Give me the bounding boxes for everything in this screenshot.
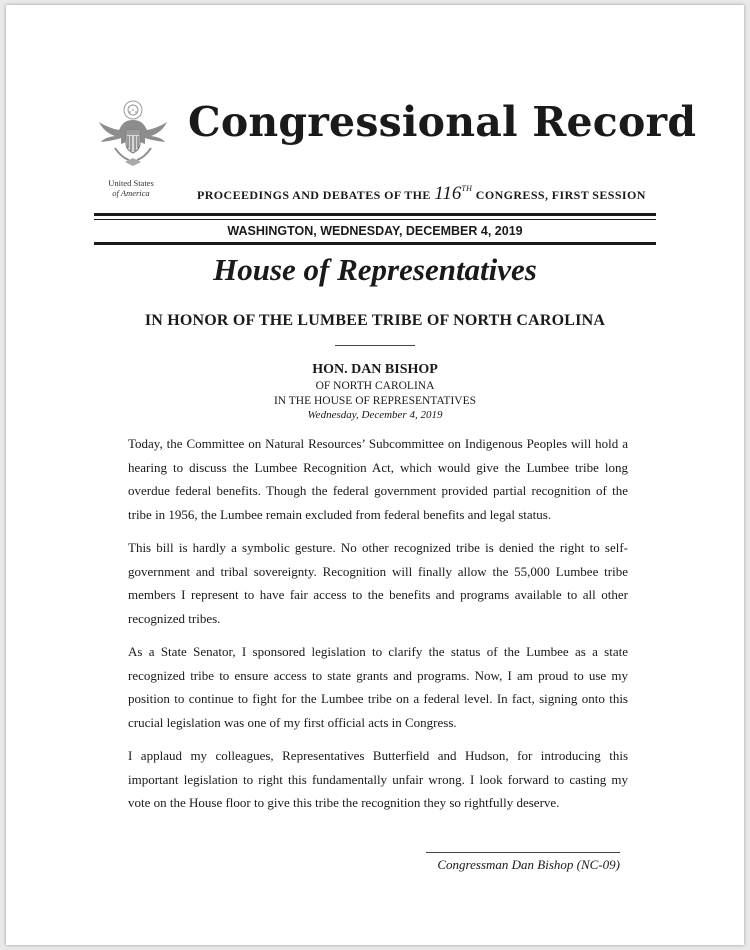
signature-rule	[426, 852, 620, 853]
chamber-heading: House of Representatives	[213, 252, 537, 287]
masthead-rule-top-thick	[94, 213, 656, 216]
masthead-title: Congressional Record	[188, 98, 697, 146]
speaker-name: HON. DAN BISHOP	[312, 362, 438, 377]
seal-caption	[90, 178, 172, 198]
paragraph: I applaud my colleagues, Representatives Butterfield and Hudson, for introducing this important legislation to right this fundamentally unfair wrong. I look forward to casting my vote on the House floor to give this tribe the recognition they so rightfully deserve.	[128, 748, 628, 810]
paragraph: This bill is hardly a symbolic gesture. No other recognized tribe is denied the right to self-government and tribal sovereignty. Recognition will finally allow the 55,000 Lumbee tribe members I represent to have fair access to the benefits and programs available to all other recognized tribes.	[128, 540, 628, 626]
dateline: WASHINGTON, WEDNESDAY, DECEMBER 4, 2019	[227, 224, 523, 238]
seal-caption-line1: United States	[108, 178, 154, 188]
subtitle-after: CONGRESS, FIRST SESSION	[475, 188, 646, 202]
congress-ordinal: th	[461, 182, 473, 194]
subtitle-before: PROCEEDINGS AND DEBATES OF THE	[197, 188, 431, 202]
paragraph: Today, the Committee on Natural Resources’ Subcommittee on Indigenous Peoples will hold a hearing to discuss the Lumbee Recognition Act, which would give the Lumbee tribe long overdue federal benefits. Though the federal government provided partial recognition of the tribe in 1956, the Lumbee remain excluded from federal benefits and legal status.	[128, 436, 628, 522]
speech-date: Wednesday, December 4, 2019	[307, 409, 443, 421]
title-divider	[335, 345, 415, 346]
masthead-rule-top-thin	[94, 219, 656, 220]
signature: Congressman Dan Bishop (NC-09)	[437, 857, 620, 872]
article-title: IN HONOR OF THE LUMBEE TRIBE OF NORTH CAROLINA	[144, 312, 606, 329]
speaker-chamber: IN THE HOUSE OF REPRESENTATIVES	[273, 395, 477, 407]
great-seal-icon	[95, 96, 171, 172]
seal-caption-line2: of America	[112, 188, 150, 198]
speaker-state: OF NORTH CAROLINA	[315, 380, 435, 392]
congress-number: 116	[434, 183, 462, 204]
masthead-subtitle	[197, 182, 657, 205]
masthead-rule-bottom-thick	[94, 242, 656, 245]
article-body	[128, 432, 628, 825]
paragraph: As a State Senator, I sponsored legislation to clarify the status of the Lumbee as a state recognized tribe to ensure access to state grants and programs. Now, I am proud to use my position to continue to fight for the Lumbee tribe on a federal level. In fact, signing onto this crucial legislation was one of my first official acts in Congress.	[128, 644, 628, 730]
